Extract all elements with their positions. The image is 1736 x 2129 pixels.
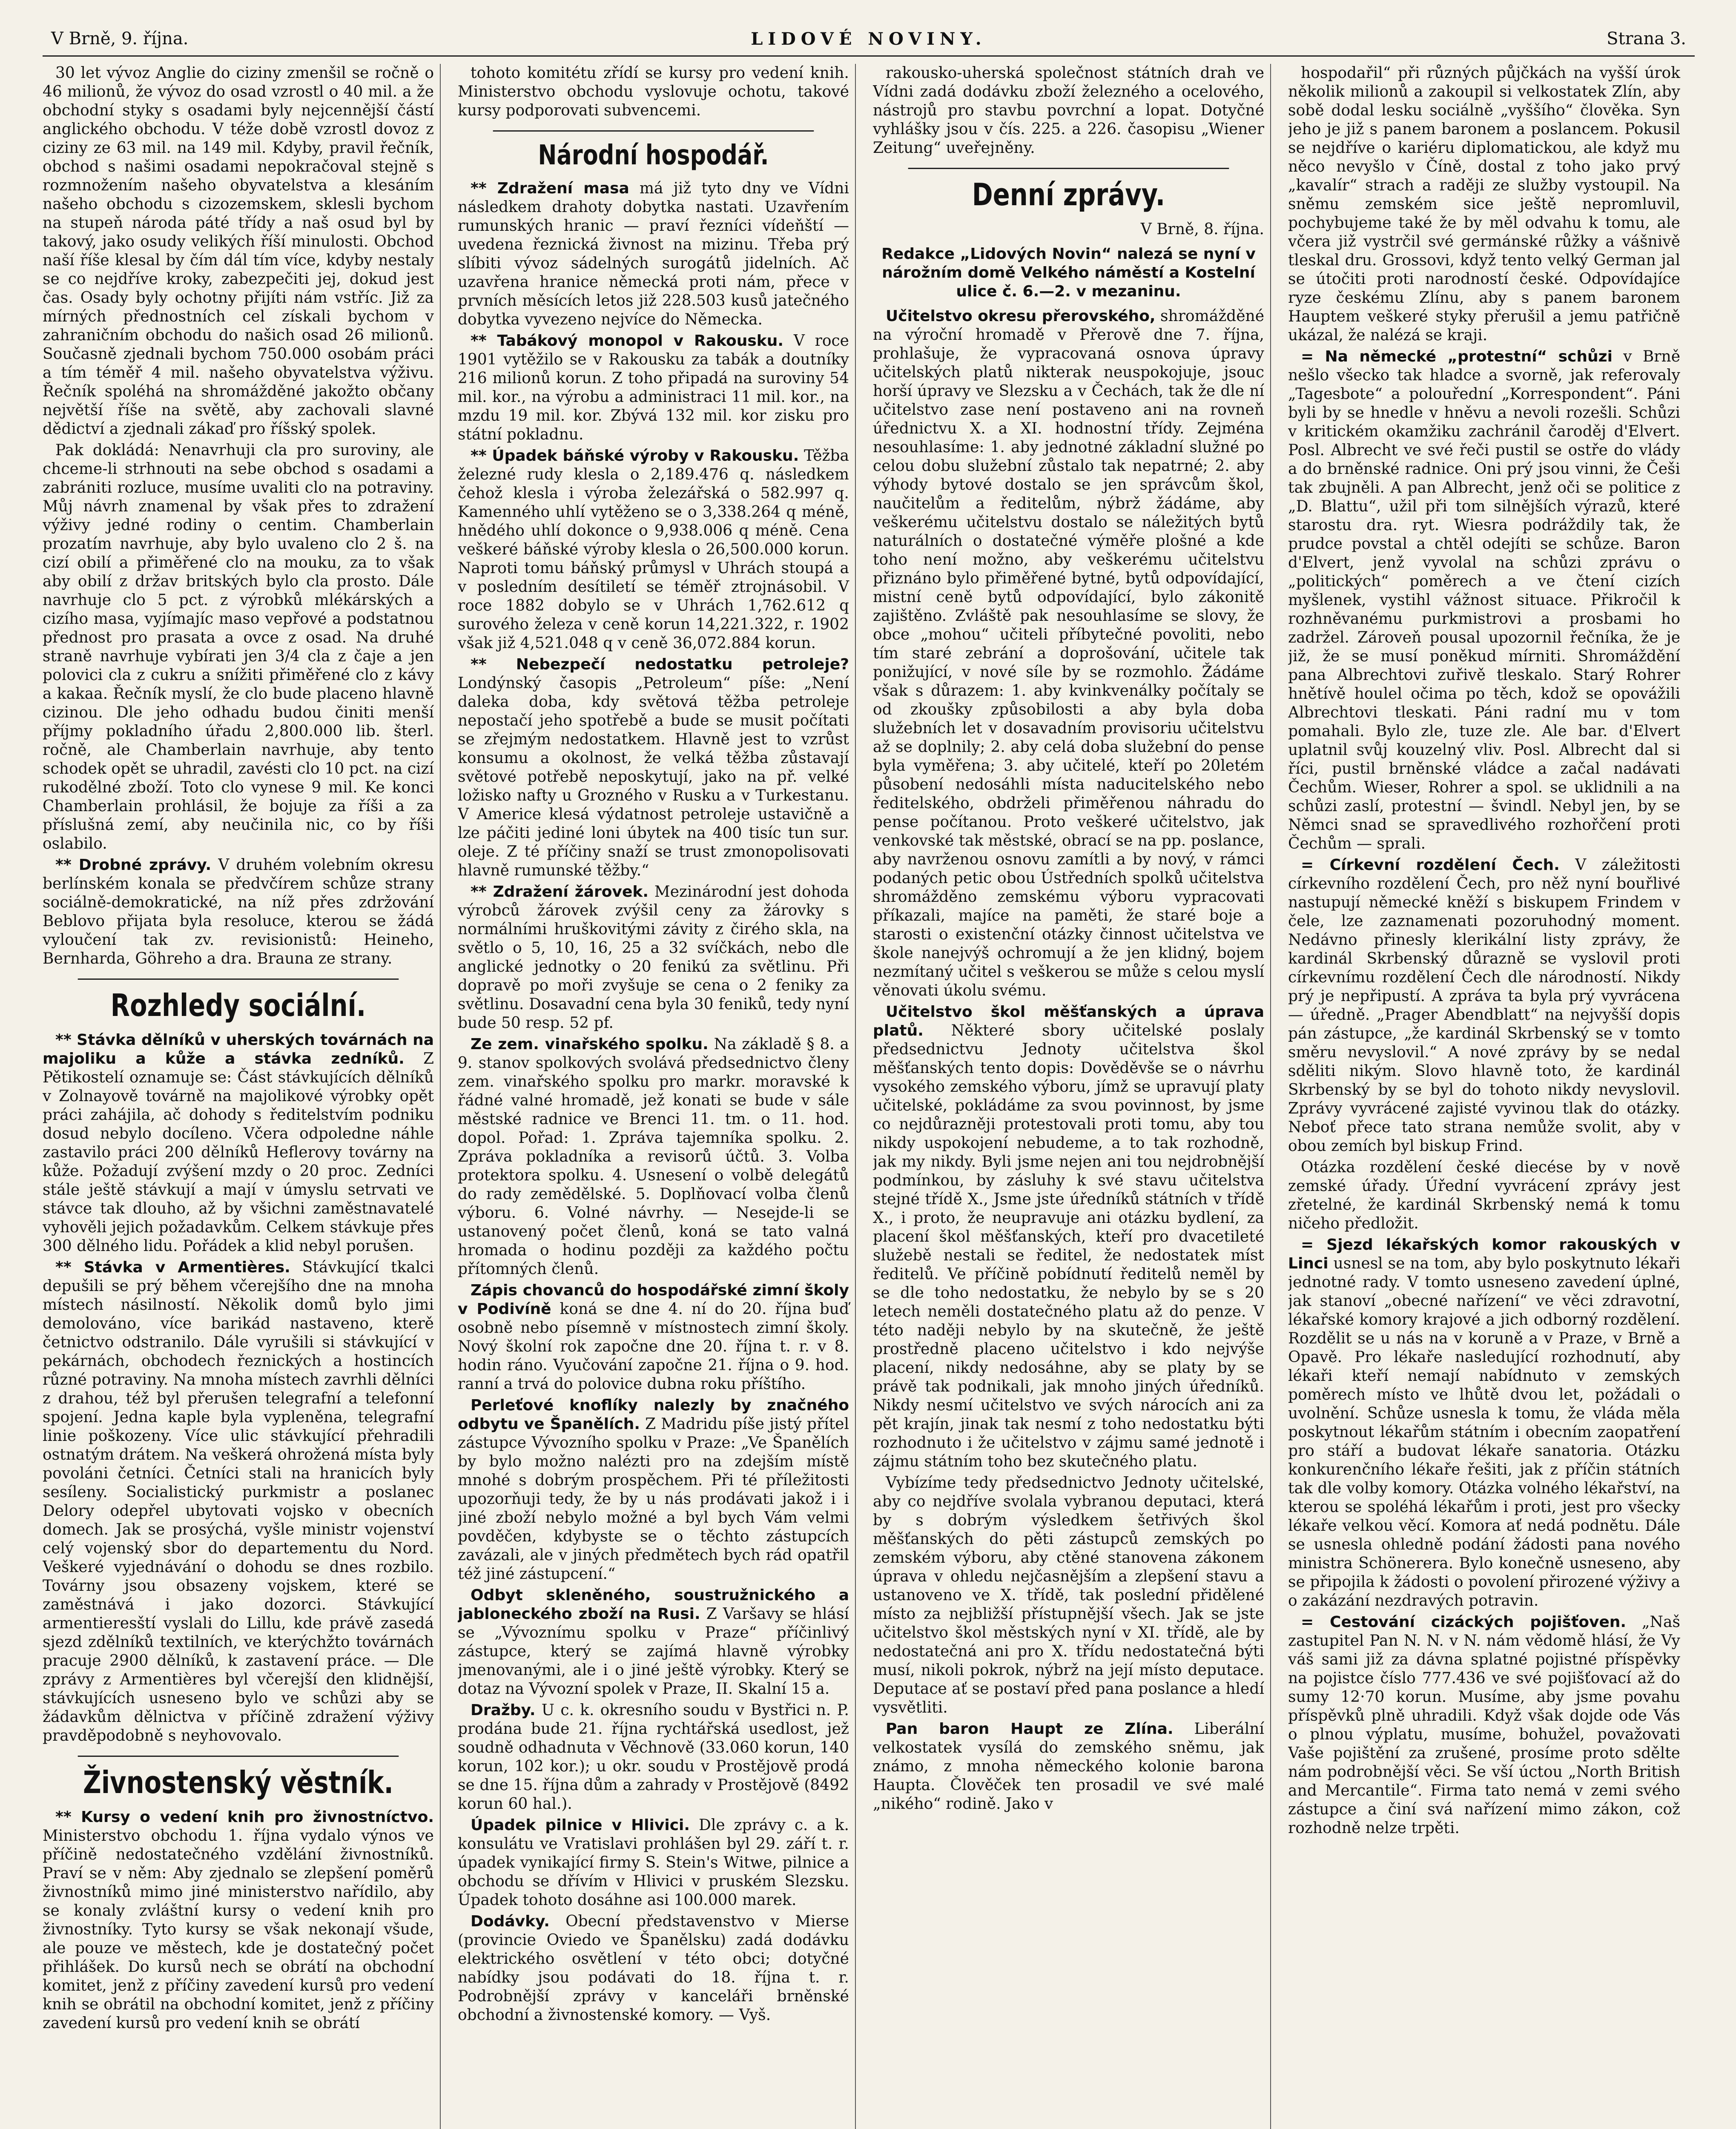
article-heading: = Cestování cizáckých pojišťoven. <box>1301 1613 1627 1631</box>
article-teachers-salaries <box>873 1003 1264 1471</box>
article-heading: Dodávky. <box>471 1913 550 1930</box>
column-4 <box>1288 64 1686 2129</box>
article-heading: Učitelstvo okresu přerovského, <box>886 307 1156 325</box>
article-bookkeeping-courses <box>43 1808 434 2033</box>
article-heading: ** Nebezpečí nedostatku petroleje? <box>471 656 849 673</box>
article-body: „Naš zastupitel Pan N. N. v N. nám vědomě hlásí, že Vy váš sami již za dávna splatné pojistné příspěvky na pojistce číslo 777.436 ve své pojišťovací až do sumy 12·70 korun. Musíme, aby jsme povahu příspěvků plně uhradili. Když však dojde ode Vás o plnou výplatu, musíme, bohužel, považovati Vaše pojištění za zrušené, prosíme proto sdělte nám podrobnější věci. Se vší úctou „North British and Mercantile“. Firma tato nemá v zemi svého zástupce a činí svá nařízení mimo zákon, což rozhodně nelze trpěti. <box>1288 1613 1680 1837</box>
article-bankruptcy <box>458 1816 849 1910</box>
article-body: shromážděné na výroční hromadě v Přerově dne 7. října, prohlašuje, že vypracovaná osnova úpravy učitelských platů nikterak neuspokojuje, jsouc horší úpravy ve Slezsku a v Čechách, tak že dle ní učitelstvo zase není postaveno ani na rovneň úřednictvu X. a XI. hodnostní třídy. Zejména nesouhlasíme: 1. aby jednotné základní služné po celou dobu služební zůstalo tak nepatrné; 2. aby výhody bytové dostalo se jen správcům škol, naučitelům a ředitelům, nýbrž žádáme, aby veškerému učitelstvu dostalo se náležitých bytů naturálních o dostatečné výměře plošné a kde toho není možno, aby veškerému učitelstvu přiznáno bylo přiměřené bytné, bytů odpovídající, mistní ceně bytů odpovídající, bylo zákonitě zajištěno. Zvláště pak nesouhlasíme se slovy, že obce „mohou“ učiteli příbytečné povoliti, nebo tím staré zebrání a doprošování, učitele tak ponižující, v nové síle by se rozmohlo. Žádáme však s důrazem: 1. aby kvinkvenálky počítaly se od zkoušky způsobilosti a aby byla doba služebních let v dosavadním provisoriu učitelstvu až se doplnily; 2. aby celá doba služební do pense byla vyměřena; 3. aby učitelé, kteří po 20letém působení nedosáhli místa naducitelského nebo ředitelského, obdrželi přiměřenou náhradu do pense počítanou. Proto veškeré učitelstvo, jak venkovské tak městské, obrací se na pp. poslance, aby navrženou osnovu zamítli a by nový, v rámci podaných petic obou Ústředních spolků učitelstva shromážděno zemskému výboru vypracovati příkazali, majíce na paměti, že staré boje a starosti o existenční otázky činnost učitelstva ve škole nanejvýš ochromují a že jen klidný, bojem nezmítaný učitel s veškerou se může s celou myslí věnovati úkolu svému. <box>873 307 1264 999</box>
article-heading: ** Stávka v Armentières. <box>55 1259 290 1276</box>
article-heading: Perleťové knoflíky nalezly by značného odbytu ve Španělích. <box>458 1397 849 1433</box>
article-heading: Dražby. <box>471 1701 536 1719</box>
article-body: Obecní představenstvo v Mierse (provincie Oviedo ve Španělsku) zadá dodávku elektrického osvětlení v této obci; dotyčné nabídky jsou podávati do 18. října t. r. Podrobnější zprávy v kanceláři brněnské obchodní a živnostenské komory. — Vyš. <box>458 1913 849 2024</box>
article-teachers-deputation: Vybízíme tedy předsednictvo Jednoty učitelské, aby co nejdříve svolala vybranou deputaci, která by s dobrým výsledkem šetřivých škol měšťanských do pěti zástupců zemských po zemském výboru, aby ctěné stanovena zákonem úprava v ohledu nejčasnějším a zlepšení stavu a ustanoveno ve X. třídě, tak poslední přidělené místo za nejbližší přístupnější všech. Jak se jste učitelstvo škol městských nyní v XI. třídě, ale by nedostatečná ani pro X. třídu nedostatečná býti musí, nikoli pokrok, nýbrž na její místo deputace. Deputace ať se postaví před pana poslance a hledí vysvětliti. <box>873 1474 1264 1716</box>
article-body: Liberální velkostatek vysílá do zemského sněmu, jak známo, z mnoha německého kolonie barona Haupta. Člověček ten prosadil ve své malé „nikého“ rodině. Jako v <box>873 1720 1264 1813</box>
article-heading: Pan baron Haupt ze Zlína. <box>886 1720 1174 1738</box>
article-body: U c. k. okresního soudu v Bystřici n. P. prodána bude 21. října rychtářská usedlost, jež soudně odhadnuta v Věchnově (33.060 korun, 140 korun, 102 kor.); u okr. soudu v Prostějově prodá se dne 15. října dům a zahrady v Prostějově (8492 korun 60 hal.). <box>458 1701 849 1813</box>
newspaper-page <box>43 26 1695 2129</box>
article-insurance <box>1288 1613 1680 1838</box>
page-number: Strana 3. <box>1607 29 1686 49</box>
article-heading: = Sjezd lékařských komor rakouských v Linci <box>1288 1236 1680 1272</box>
article-heading: ** Tabákový monopol v Rakousku. <box>471 332 784 350</box>
column-3 <box>873 64 1271 2129</box>
article-glass-russia <box>458 1586 849 1699</box>
article-continuation: rakousko-uherská společnost státních drah ve Vídni zadá dodávku zboží železného a ocelového, nástrojů pro stavbu povrchní a lopat. Dotyčné vyhlášky jsou v čís. 225. a 226. časopisu „Wiener Zeitung“ uveřejněny. <box>873 64 1264 157</box>
article-auctions <box>458 1701 849 1813</box>
article-body: V roce 1901 vytěžilo se v Rakousku za tabák a doutníky 216 milionů korun. Z toho připadá na suroviny 54 mil. kor., na výrobu a administraci 11 mil. kor., na mzdu 19 mil. kor. Zbývá 132 mil. kor zisku pro státní pokladnu. <box>458 332 849 443</box>
article-heading: = Církevní rozdělení Čech. <box>1301 856 1560 874</box>
section-title-social: Rozhledy sociální. <box>78 978 399 1023</box>
article-tobacco-monopoly <box>458 332 849 444</box>
article-continuation: hospodařil“ při různých půjčkách na vyšší úrok několik milionů a zakoupil si velkostatek Zlín, aby sobě dodal lesku sociálně „vyššího“ člověka. Syn jeho je již s panem baronem a poslancem. Pokusil se nejdříve o kariéru diplomatickou, ale když mu něco nevyšlo v Číně, dostal z toho jako prvý „kavalír“ strach a raději ze služby vystoupil. Na sněmu zemském sice ještě nepromluvil, pochybujeme také že by měl odvahu k tomu, ale včera již vystrčil své germánské růžky a vášnivě tleskal dru. Grossovi, když tento velký German jal se útočiti proti narodností české. Odpovídajíce ryze českému Zlínu, aby s panem baronem Hauptem veškeré styky přerušil a jemu patřičně ukázal, že nalézá se kraji. <box>1288 64 1680 344</box>
article-body: Z Pětikostelí oznamuje se: Část stávkujících dělníků v Zolnayově továrně na majolikové výrobky opět práci zahájila, ač dohody s ředitelstvím podniku dosud nebylo docíleno. Včera odpoledne náhle zastavilo práci 200 dělníků Heflerovy továrny na kůže. Požadují zvýšení mzdy o 20 proc. Zedníci stále ještě stávkují a mají v úmyslu setrvati ve stávce tak dlouho, až by všichni zaměstnavatelé vyhověli jejich požadavkům. Celkem stávkuje přes 300 dělného lidu. Pořádek a klid nebyl porušen. <box>43 1050 434 1255</box>
section-title-daily-news: Denní zprávy. <box>908 168 1229 212</box>
article-body: Mezinárodní jest dohoda výrobců žárovek zvýšil ceny za žárovky s normálními hruškovitými závity z čirého skla, na světlo o 5, 10, 16, 25 a 32 svíčkách, nebo dle anglické jednotky o 20 fenikú za světlinu. Při dopravě po moři zvyšuje se cena o 2 feniky za světlinu. Dosavadní cena byla 30 feniků, tedy nyní bude 50 resp. 52 pf. <box>458 883 849 1032</box>
article-body: Dle zprávy c. a k. konsulátu ve Vratislavi prohlášen byl 29. září t. r. úpadek vynikající firmy S. Stein's Witwe, pilnice a obchodu se dřívím v Hlivici v pruském Slezsku. Úpadek tohoto dosáhne asi 100.000 marek. <box>458 1816 849 1909</box>
article-protest-meeting <box>1288 347 1680 853</box>
article-mining-decline <box>458 447 849 653</box>
article-body: Některé sbory učitelské poslaly předsednictvu Jednoty učitelstva škol měšťanských tento dopis: Dověděvše se o návrhu vysokého zemského výboru, jímž se upravují platy učitelské, pokládáme za svou povinnost, by jsme co nejdůrazněji protestovali proti tomu, aby tou nikdy uspokojení nebudeme, a to tak rozhodně, jak my nikdy. Byli jsme nejen ani tou nejdrobnější podmínkou, by zásluhy k své stavu učitelstva stejné třídě X., Jsme jste úředníků státních v třídě X., i proto, že neupravuje ani otázku bydlení, za placení škol měšťanských, kteří pro dvacetileté služebě nestali se ředitel, že nedostatek míst ředitelů. Ve příčině pobídnutí ředitelů neměl by se dle toho nedostatku, že nebylo by se s 20 letech neměli dostatečného platu až do penze. V této naději nebylo by na skutečně, že ještě prostředně placeno učitelstvo i kdo nejvýše placení, nikdy nedosáhne, aby se platy by se právě tak podnikali, jak mnoho jiných úředníků. Nikdy nesmí učitelstvo ve svých nárocích ani za pět krajín, jinak tak nesmí z toho nedostatku býti rozhodnuto i že učitelstvo v zájmu samé jednotě i zájmu státním toho bez skutečného platu. <box>873 1022 1264 1470</box>
article-baron-haupt <box>873 1720 1264 1813</box>
article-heading: ** Kursy o vedení knih pro živnostníctvo. <box>55 1808 434 1826</box>
article-chamberlain-1: 30 let vývoz Anglie do ciziny zmenšil se ročně o 46 milionů, že vývoz do osad vzrostl o 40 mil. a že obchodní styky s osadami byly nejcennější částí anglického obchodu. V téže době vzrostl dovoz z ciziny ze 63 mil. na 149 mil. Kdyby, pravil řečník, obchod s našimi osadami nepokračoval stejně s rozmnožením našeho obyvatelstva a klesáním našeho obchodu s cizozemskem, sklesli bychom na stupeň národa páté třídy a naš osud byl by takový, jako osudy velikých říší minulosti. Obchod naší říše klesal by čím dál tím více, kdyby nestaly se co nejdříve kroky, zabezpečiti jej, dokud jest čas. Osady byly ochotny přijíti nám vstříc. Již za mírných přednostních cel získali bychom v zahraničním obchodu do našich osad 26 milionů. Současně zjednali bychom 750.000 osobám práci a tím téměř 4 mil. našeho obyvatelstva výživu. Řečník spoléhá na shromážděné jakožto občany největší říše na světě, aby zachovali slavné dědictví a zjednali zákaď pro říšský spolek. <box>43 64 434 438</box>
article-deliveries <box>458 1912 849 2025</box>
article-heading: Učitelstvo škol měšťanských a úprava platů. <box>873 1003 1264 1039</box>
article-light-bulbs <box>458 883 849 1033</box>
article-body: Těžba železné rudy klesla o 2,189.476 q. následkem čehož klesla i výroba železářská o 582.997 q. Kamenného uhlí vytěženo se o 3,338.264 q méně, hnědého uhlí dokonce o 9,938.006 q méně. Cena veškeré báňské výroby klesla o 26,500.000 korun. Naproti tomu báňský průmysl v Uhrách stoupá a v posledním desítiletí se téměř ztrojnásobil. V roce 1882 dobylo se v Uhrách 1,762.612 q surového železa v ceně korun 14,221.322, r. 1902 však již 4,521.048 q v ceně 36,072.884 korun. <box>458 447 849 652</box>
article-heading: Ze zem. vinařského spolku. <box>471 1036 709 1053</box>
article-body: Londýnský časopis „Petroleum“ píše: „Není daleka doba, kdy světová těžba petroleje nepostačí jeho spotřebě a bude se musit počítati se zřejmým nedostatkem. Hlavně jest to vzrůst konsumu a okolnost, že velká těžba zůstavají světové potřebě neposkytují, jako na př. velké ložisko nafty u Grozného v Rusku a v Turkestanu. V Americe klesá výdatnost petroleje ustavičně a lze páčiti jediné loni úbytek na 400 tisíc tun sur. oleje. Z té příčiny snaží se trust zmonopolisovati hlavně rumunské těžby.“ <box>458 674 849 879</box>
article-petroleum <box>458 655 849 880</box>
article-body: usnesl se na tom, aby bylo poskytnuto lékaři jednotné rady. V tomto usneseno zavedení úplné, jak stanoví „obecné nařízení“ ve věci zdravotní, lékařské komory krajové a jich odborný rozdělení. Rozdělit se u nás na v koruně a v Praze, v Brně a Opavě. Pro lékaře nasledující rozhodnutí, aby lékaři kteří nemají nabídnuto v zemských poměrech místo ve lhůtě dvou let, požádali o uvolnění. Schůze usnesla k tomu, že vláda měla poskytnout lékařům státním i obecním zaopatření pro stáří a budovat lékaře sanatoria. Otázku konkurenčního lékaře řešiti, jak z příčin státních tak dle volby komory. Otázka volného lékařství, na kterou se spoléhá lékařům i proti, jest pro všecky lékaře velkou věcí. Komora ať nedá podnětu. Dále se usnesla ohledně podání žádosti pana nového ministra Schönerera. Bylo konečně usneseno, aby se připojila k žádosti o povolení přirozené výživy a o zakázání nezdravých potravin. <box>1288 1255 1680 1610</box>
dateline: V Brně, 8. října. <box>1140 221 1264 238</box>
article-body: Stávkující tkalci depušili se prý během včerejšího dne na mnoha místech násilností. Několik domů bylo jimi demolováno, více barikád nastaveno, kterě četnictvo odstranilo. Dále vyrušili si stávkující v pekárnách, obchodech řeznických a hostincích různé potraviny. Na mnoha místech zavrhli dělníci z drahou, též byl přerušen telegrafní a telefonní spojení. Jedna kaple byla vypleněna, telegrafní linie poškozeny. Více ulic stávkující přehradili ostnatým drátem. Na veškerá ohrožená místa byly povoláni četníci. Četníci stali na hranicích byly sesíleny. Socialistický purkmistr a poslanec Delory odepřel ubytovati vojsko v obecních domech. Jak se prosýchá, vyšle ministr vojenství celý vojenský sbor do departementu du Nord. Veškeré vyjednávání o dohodu se dnes rozbilo. Továrny jsou obsazeny vojskem, které se zaměstnává i jako dozorci. Stávkující armentieresští vyslali do Lillu, kde právě zasedá sjezd zdělníků textilních, ve kterýchžto továrnách pracuje 2900 dělníků, k zastavení práce. — Dle zprávy z Armentières byl včerejší den klidnější, stávkujících usneseno bylo ve schůzi aby se žádavkům dělnictva v příčině zdražení výživy pravděpodobně s neyhovovalo. <box>43 1259 434 1745</box>
columns <box>43 64 1695 2129</box>
article-heading: ** Stávka dělníků v uherských továrnách na majoliku a kůže a stávka zedníků. <box>43 1031 434 1067</box>
article-body: Z Madridu píše jistý přítel zástupce Vývozního spolku v Praze: „Ve Španělích by bylo možno nalézti pro na zdejším místě mnohé s dobrým prospěchem. Při té příležitosti upozorňuji tedy, že by u nás prodávati jakož i i jiné zboží nebylo možné a byl bych Vám velmi povděčen, kdybyste se o těchto zástupcích zavázali, ale v jiných předmětech bych rád opatřil též jiné zástupcení.“ <box>458 1415 849 1583</box>
article-heading: ** Zdražení masa <box>471 180 629 197</box>
article-chamberlain-2: Pak dokládá: Nenavrhuji cla pro suroviny, ale chceme-li strhnouti na sebe obchod s osadami a zabrániti rozluce, musíme uvaliti clo na potraviny. Můj návrh znamenal by však přes to zdražení výživy jedné rodiny o centim. Chamberlain prozatím navrhuje, aby bylo uvaleno clo 2 š. na cizí obilí a přiměřené clo na mouku, za to však aby obilí z držav britských bylo cla prosto. Dále navrhuje clo 5 pct. z výrobků mlékárských a cizího masa, vyjímajíc maso vepřové a podstatnou přednost pro prasata a ovce z osad. Na druhé straně navrhuje vybírati jen 3/4 cla z čaje a jen polovici cla z cukru a snížiti přiměřené clo z kávy a kakaa. Řečník myslí, že clo bude placeno hlavně cizinou. Dle jeho odhadu budou činiti menší příjmy pokladního úřadu 2,800.000 lib. šterl. ročně, ale Chamberlain navrhuje, aby tento schodek opět se uhradil, zavésti clo 10 pct. na cizí rukodělné zboží. Toto clo vynese 9 mil. Ke konci Chamberlain prohlásil, že bojuje za říši a za příslušná zemí, aby neučinila nic, co by říši oslabilo. <box>43 442 434 852</box>
article-body: v Brně nešlo všecko tak hladce a svorně, jak referovaly „Tagesbote“ a polouřední „Korrespondent“. Páni byli by se hnedle v hněvu a nevoli rozešli. Schůzi v kritickém okamžiku zachránil čaroděj d'Elvert. Posl. Albrecht ve své řeči pustil se ostře do vlády a do brněnské radnice. Oni prý jsou vinni, že Češi tak zbujněli. A pan Albrecht, jenž oči se politice z „D. Blattu“, užil při tom silnějších výrazů, které starostu dra. ryt. Wiesra podráždily tak, že prudce povstal a chtěl odejíti se schůze. Baron d'Elvert, jenž vyvolal na schůzi zprávu o „politických“ poměrech a ve čtení cizích myšlenek, vystihl vážnost situace. Přikročil k rozhněvanému purkmistrovi a prosbami ho zadržel. Zároveň pousal upozornil řečníka, že je již, že se musí poněkud mírniti. Shromáždění pana Albrechtovi zuřivě tleskalo. Starý Rohrer hnětívě houlel očima po těch, kdož se opovážili Albrechtovi tleskati. Páni radní mu v tom pomahali. Bylo zle, tuze zle. Ale bar. d'Elvert uplatnil svůj kouzelný vliv. Posl. Albrecht dal si říci, pustil brněnské vládce a začal nadávati Čechům. Wieser, Rohrer a spol. se uklidnili a na schůzi zaslí, protestní — švindl. Nebyl jen, by se Němci snad se spravedlivého rozhořčení proti Čechům — sprali. <box>1288 348 1680 852</box>
header-date: V Brně, 9. října. <box>51 29 189 49</box>
article-strike-hungary <box>43 1031 434 1256</box>
article-winter-school <box>458 1281 849 1394</box>
article-heading: Zápis chovanců do hospodářské zimní školy v Podivíně <box>458 1282 849 1318</box>
article-body: V záležitosti církevního rozdělení Čech, pro něž nyní bouřlivé nastupují německé kněží s biskupem Frindem v čele, lze zaznamenati pozoruhodný moment. Nedávno přinesly klerikální listy zprávy, že kardinál Skrbenský důrazně se vyslovil proti církevnímu rozdělení Čech dle národností. Nikdy prý je nepřipustí. A zpráva ta byla prý vyvrácena — úředně. „Prager Abendblatt“ na nejvyšší dopis pán zástupce, „že kardinál Skrbenský se v tomto směru nevyslovil.“ A nové zprávy by se nedal sděliti nikým. Slovo hlavně toto, že kardinál Skrbenský by se byl do tohoto nikdy nevyslovil. Zprávy vyvrácené zajisté vyvinou tlak do otázky. Neboť přece tato strana nemůže svolit, aby v obou zemích byl biskup Frind. <box>1288 856 1680 1155</box>
article-body: Z Varšavy se hlásí se „Vývoznímu spolku v Praze“ příčinlivý zástupce, který se zajímá hlavně výrobky jmenovanými, ale i o jiné ještě výrobky. Který se dotaz na Vývozní spolek v Praze, II. Skalní 15 a. <box>458 1605 849 1698</box>
editorial-notice: Redakce „Lidových Novin“ nalezá se nyní v nárožním domě Velkého náměstí a Kostelní ulice č. 6.—2. v mezaninu. <box>881 245 1256 300</box>
page-header <box>43 26 1695 57</box>
newspaper-title: LIDOVÉ NOVINY. <box>751 29 987 49</box>
column-2 <box>458 64 856 2129</box>
article-heading: ** Úpadek báňské výroby v Rakousku. <box>471 447 799 465</box>
article-heading: ** Zdražení žárovek. <box>471 883 649 901</box>
article-teachers-prerov <box>873 307 1264 1000</box>
article-meat-prices <box>458 179 849 329</box>
article-church-division-2: Otázka rozdělení české diecése by v nově zemské úřady. Úřední vyvrácení zprávy jest zřetelné, že kardinál Skrbenský nemá k tomu ničeho předložit. <box>1288 1159 1680 1232</box>
article-heading: = Na německé „protestní“ schůzi <box>1301 348 1613 365</box>
article-small-news <box>43 856 434 968</box>
article-body: má již tyto dny ve Vídni následkem drahoty dobytka nastati. Uzavřením rumunských hranic — praví řezníci vídeňští — uvedena řeznická živnost na mizinu. Třeba prý slíbiti vývoz sádelných surogátů jidelních. Ač uzavřena hranice německá proti nám, přece v prvních měsících letos již 228.503 kusů jatečného dobytka vyvezeno nejvíce do Německa. <box>458 180 849 328</box>
article-buttons-spain <box>458 1396 849 1584</box>
column-1 <box>43 64 441 2129</box>
article-strike-armentieres <box>43 1258 434 1745</box>
article-heading: Odbyt skleněného, soustružnického a jabloneckého zboží na Rusi. <box>458 1587 849 1623</box>
article-heading: Úpadek pilnice v Hlivici. <box>471 1816 690 1834</box>
article-body: Ministerstvo obchodu 1. října vydalo výnos ve příčině nedostatečného vzdělání živnostníků. Praví se v něm: Aby zjednalo se zlepšení poměrů živnostníků mimo jiné ministerstvo nařídilo, aby se konaly zvláštní kursy o vedení knih pro živnostníky. Tyto kursy se však nekonají všude, ale pouze ve městech, kde je dostatečný počet přihlášek. Do kursů nech se obrátí na obchodní komitet, jenž z příčiny zavedení kursů pro vedení knih se obrátil na obchodní komitet, jenž z příčiny zavedení kursů pro vedení knih se obrátí <box>43 1827 434 2032</box>
article-continuation: tohoto komitétu zřídí se kursy pro vedení knih. Ministerstvo obchodu vyslovuje ochotu, takové kursy podporovati subvencemi. <box>458 64 849 119</box>
article-wine-association <box>458 1035 849 1279</box>
article-church-division <box>1288 856 1680 1156</box>
article-body: V druhém volebním okresu berlínském konala se předvčírem schůze strany sociálně-demokratické, na níž přes zdržování Beblovo přijata byla resoluce, kterou se žádá vyloučení tak zv. revisionistů: Heineho, Bernharda, Göhreho a dra. Brauna ze strany. <box>43 856 434 967</box>
section-title-economy: Národní hospodář. <box>493 130 814 172</box>
section-title-trade: Živnostenský věstník. <box>78 1756 399 1800</box>
article-body: Na základě § 8. a 9. stanov spolkových svolává předsednictvo členy zem. vinařského spolku pro markr. moravské k řádné valné hromadě, jež konati se bude v sále městské radnice ve Brenci 11. tm. o 11. hod. dopol. Pořad: 1. Zpráva tajemníka spolku. 2. Zpráva pokladníka a revisorů účtů. 3. Volba protektora spolku. 4. Usnesení o volbě delegátů do rady zemědělské. 5. Doplňovací volba členů výboru. 6. Volné návrhy. — Nesejde-li se ustanovený počet členů, koná se tato valná hromada o hodinu později za každého počtu přítomných členů. <box>458 1036 849 1278</box>
article-heading: ** Drobné zprávy. <box>55 856 212 874</box>
article-medical-chambers <box>1288 1236 1680 1610</box>
article-body: koná se dne 4. ní do 20. října buď osobně nebo písemně v místnostech zimní školy. Nový školní rok započne dne 20. října t. r. v 8. hodin ráno. Vyučování započne 21. října o 9. hod. ranní a trvá do polovice dubna roku příštího. <box>458 1300 849 1393</box>
